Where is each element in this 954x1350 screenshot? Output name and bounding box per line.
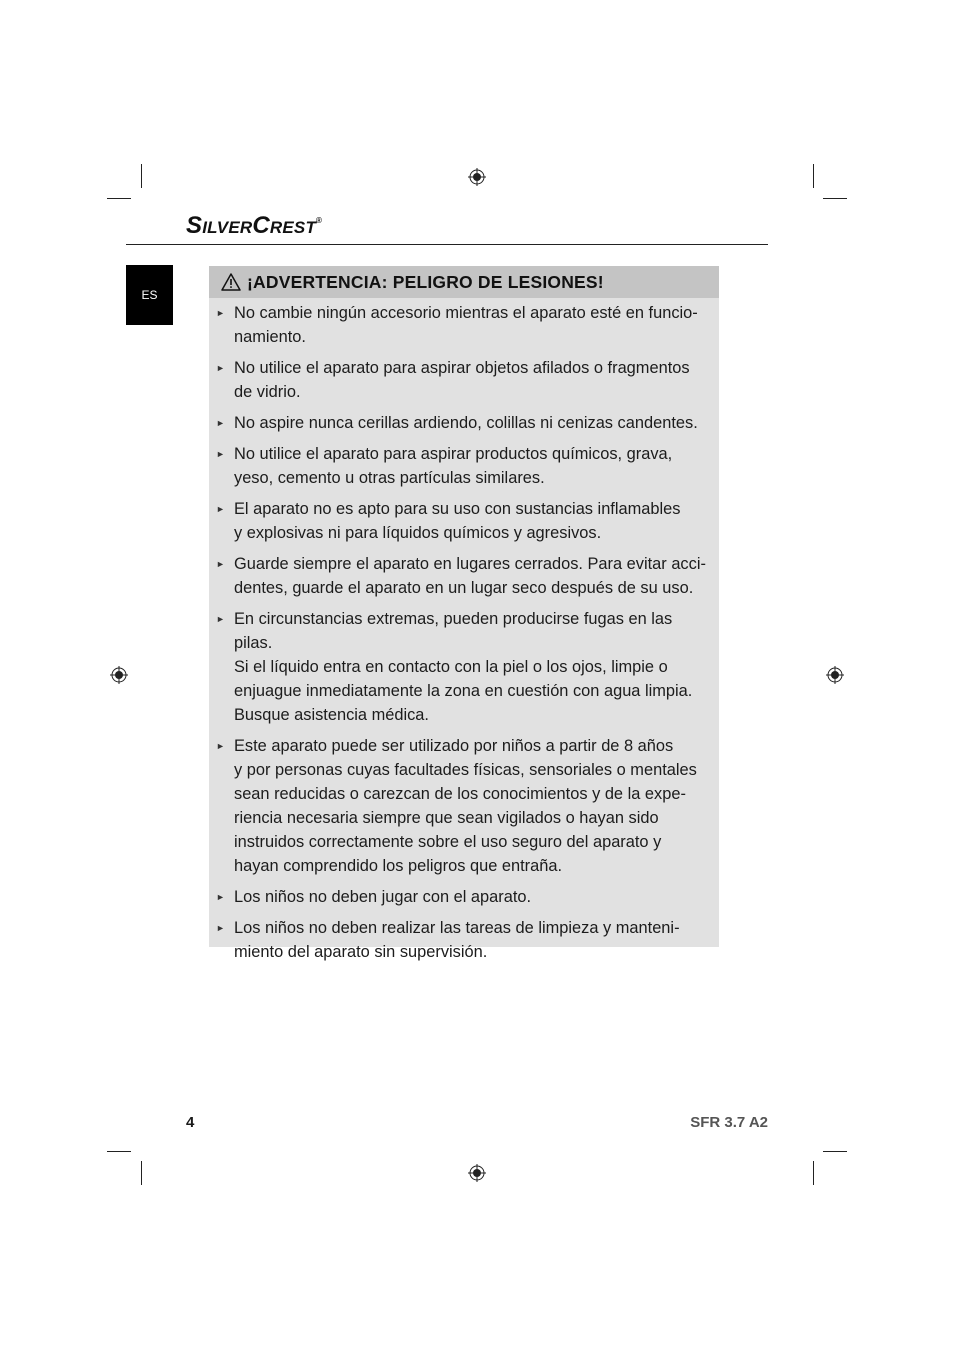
bullet-arrow-icon: ► <box>216 504 225 514</box>
list-item <box>209 885 719 909</box>
list-item-text: Los niños no deben jugar con el aparato. <box>234 888 532 906</box>
list-item <box>209 497 719 545</box>
bullet-arrow-icon: ► <box>216 449 225 459</box>
logo-letter: C <box>252 212 270 239</box>
list-item-text: No aspire nunca cerillas ardiendo, colillas ni cenizas candentes. <box>234 414 698 432</box>
list-item <box>209 301 719 349</box>
logo-letters: ILVER <box>202 218 253 237</box>
language-tab <box>126 265 173 325</box>
silvercrest-logo <box>186 212 322 240</box>
registration-mark-icon <box>468 168 486 186</box>
warning-header <box>209 266 719 298</box>
warning-list <box>209 298 719 964</box>
crop-mark <box>813 164 814 188</box>
bullet-arrow-icon: ► <box>216 614 225 624</box>
crop-mark <box>141 1161 142 1185</box>
bullet-arrow-icon: ► <box>216 363 225 373</box>
list-item-text: El aparato no es apto para su uso con sustancias inflamables y explosivas ni para líquidos químicos y agresivos. <box>234 500 681 542</box>
crop-mark <box>823 1151 847 1152</box>
registration-mark-icon <box>110 666 128 684</box>
list-item-text: Guarde siempre el aparato en lugares cerrados. Para evitar acci- dentes, guarde el aparato en un lugar seco después de su uso. <box>234 555 706 597</box>
crop-mark <box>107 198 131 199</box>
bullet-arrow-icon: ► <box>216 308 225 318</box>
warning-triangle-icon <box>221 273 241 291</box>
registration-mark-icon <box>826 666 844 684</box>
list-item-text: No utilice el aparato para aspirar objetos afilados o fragmentos de vidrio. <box>234 359 690 401</box>
list-item-text: No utilice el aparato para aspirar productos químicos, grava, yeso, cemento u otras partículas similares. <box>234 445 673 487</box>
list-item-text: Este aparato puede ser utilizado por niños a partir de 8 años y por personas cuyas facultades físicas, sensoriales o mentales sean reducidas o carezcan de los conocimientos y de la expe- riencia necesaria siempre que sean vigilados o hayan sido instruidos correctamente sobre el uso seguro del aparato y hayan comprendido los peligros que entraña. <box>234 737 697 875</box>
list-item <box>209 552 719 600</box>
registration-mark-icon <box>468 1164 486 1182</box>
logo-letters: REST <box>269 218 317 237</box>
list-item <box>209 734 719 878</box>
list-item-text: No cambie ningún accesorio mientras el aparato esté en funcio- namiento. <box>234 304 698 346</box>
crop-mark <box>141 164 142 188</box>
page-number: 4 <box>186 1114 195 1131</box>
list-item <box>209 442 719 490</box>
list-item-text: En circunstancias extremas, pueden producirse fugas en las pilas. Si el líquido entra en contacto con la piel o los ojos, limpie o enjuague inmediatamente la zona en cuestión con agua limpia. Busque asistencia médica. <box>234 610 693 724</box>
header-rule <box>126 244 768 245</box>
bullet-arrow-icon: ► <box>216 892 225 902</box>
crop-mark <box>823 198 847 199</box>
model-number: SFR 3.7 A2 <box>690 1114 768 1131</box>
bullet-arrow-icon: ► <box>216 559 225 569</box>
list-item <box>209 411 719 435</box>
bullet-arrow-icon: ► <box>216 923 225 933</box>
list-item <box>209 356 719 404</box>
crop-mark <box>813 1161 814 1185</box>
warning-box <box>209 266 719 961</box>
bullet-arrow-icon: ► <box>216 741 225 751</box>
list-item <box>209 916 719 964</box>
logo-letter: S <box>186 212 203 239</box>
bullet-arrow-icon: ► <box>216 418 225 428</box>
crop-mark <box>107 1151 131 1152</box>
registered-mark: ® <box>316 216 323 225</box>
language-tab-label: ES <box>141 288 158 302</box>
list-item-text: Los niños no deben realizar las tareas de limpieza y manteni- miento del aparato sin supervisión. <box>234 919 680 961</box>
list-item <box>209 607 719 727</box>
warning-title: ¡ADVERTENCIA: PELIGRO DE LESIONES! <box>247 271 604 292</box>
